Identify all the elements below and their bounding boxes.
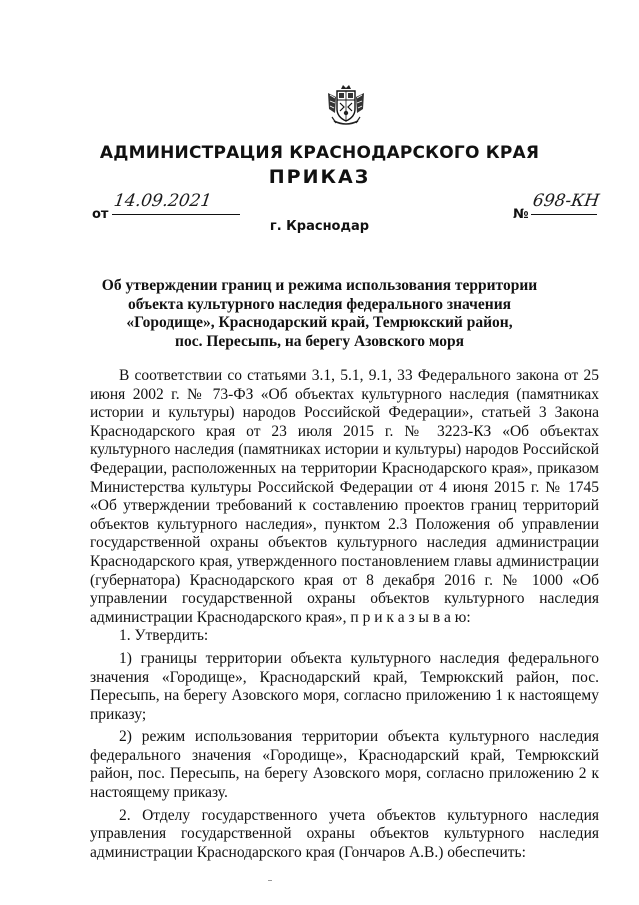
document-type: ПРИКАЗ (268, 166, 371, 188)
title-line: объекта культурного наследия федерального значения (127, 295, 512, 313)
title-line: Об утверждении границ и режима использования территории (101, 277, 538, 294)
city-name: г. Краснодар (269, 219, 370, 234)
date-underline (112, 213, 240, 215)
krasnodar-coat-of-arms-icon (324, 83, 368, 127)
number-label: № (513, 207, 529, 222)
clause-paragraph: 1) границы территории объекта культурного наследия федерального значения «Городище», Краснодарский край, Темрюкский район, пос. Пересыпь, на берегу Азовского моря, согласно приложению 1 к настоящему приказу; (90, 649, 599, 723)
scan-mark (268, 880, 272, 881)
clause-paragraph: 2) режим использования территории объекта культурного наследия федерального значения «Городище», Краснодарский край, Темрюкский район, пос. Пересыпь, на берегу Азовского моря, согласно приложению 2 к настоящему приказу. (90, 728, 599, 802)
document-body (90, 367, 599, 862)
date-label: от (92, 207, 109, 222)
clause-paragraph: 2. Отделу государственного учета объектов культурного наследия управления государственной охраны объектов культурного наследия администрации Краснодарского края (Гончаров А.В.) обеспечить: (90, 806, 599, 861)
document-title (60, 277, 579, 351)
handwritten-date: 14.09.2021 (112, 191, 213, 211)
title-line: «Городище», Краснодарский край, Темрюкский район, (126, 314, 513, 331)
preamble-paragraph: В соответствии со статьями 3.1, 5.1, 9.1, 33 Федерального закона от 25 июня 2002 г. № 73-ФЗ «Об объектах культурного наследия (памятниках истории и культуры) народов Российской Федерации», статьей 3 Закона Краснодарского края от 23 июля 2015 г. № 3223-КЗ «Об объектах культурного наследия (памятниках истории и культуры) народов Российской Федерации, расположенных на территории Краснодарского края», приказом Министерства культуры Российской Федерации от 4 июня 2015 г. № 1745 «Об утверждении требований к составлению проектов границ территорий объектов культурного наследия», пунктом 2.3 Положения об управлении государственной охраны объектов культурного наследия администрации Краснодарского края, утвержденного постановлением главы администрации (губернатора) Краснодарского края от 8 декабря 2016 г. № 1000 «Об управлении государственной охраны объектов культурного наследия администрации Краснодарского края», п р и к а з ы в а ю: (90, 367, 599, 626)
handwritten-number: 698-КН (531, 191, 601, 211)
title-line: пос. Пересыпь, на берегу Азовского моря (175, 332, 464, 350)
number-underline (531, 213, 597, 215)
clause-paragraph: 1. Утвердить: (119, 627, 209, 645)
organization-name: АДМИНИСТРАЦИЯ КРАСНОДАРСКОГО КРАЯ (99, 143, 540, 163)
